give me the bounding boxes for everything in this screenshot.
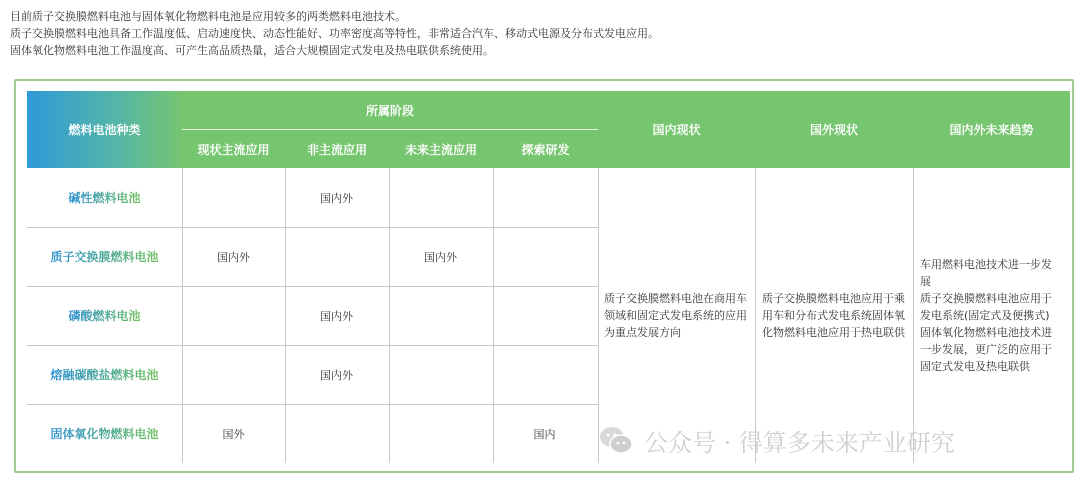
watermark	[598, 422, 955, 458]
header-domestic	[598, 91, 755, 168]
table-cell	[389, 345, 492, 404]
row-name-alkaline	[27, 168, 182, 227]
table-cell	[493, 168, 596, 227]
table-cell	[389, 404, 492, 463]
domestic-status-cell	[604, 168, 749, 463]
header-foreign-label: 国外现状	[809, 123, 858, 137]
intro-line-3: 固体氧化物燃料电池工作温度高、可产生高品质热量，适合大规模固定式发电及热电联供系统使用。	[10, 44, 494, 57]
header-stage-3-label: 未来主流应用	[404, 142, 477, 157]
header-stage-4	[493, 130, 598, 168]
grid-vline	[913, 168, 914, 463]
table-cell: 国内外	[320, 368, 353, 382]
header-stage-group	[182, 91, 598, 129]
table-cell: 国外	[222, 427, 245, 441]
foreign-status-cell	[762, 168, 908, 463]
row-name-label: 磷酸燃料电池	[68, 309, 141, 323]
intro-line-2: 质子交换膜燃料电池具备工作温度低、启动速度快、动态性能好、功率密度高等特性，非常适合汽车、移动式电源及分布式发电应用。	[10, 27, 659, 40]
row-name-pem	[27, 227, 182, 286]
intro-line-1: 目前质子交换膜燃料电池与固体氧化物燃料电池是应用较多的两类燃料电池技术。	[10, 10, 406, 23]
table-cell	[389, 168, 492, 227]
row-name-label: 固体氧化物燃料电池	[50, 427, 159, 441]
table-cell: 国内外	[320, 309, 353, 323]
header-stage-2	[285, 130, 389, 168]
header-type-cell	[27, 91, 182, 168]
wechat-icon	[598, 425, 634, 455]
table-cell	[493, 345, 596, 404]
domestic-status-text: 质子交换膜燃料电池在商用车领域和固定式发电系统的应用为重点发展方向	[604, 292, 747, 339]
intro-text	[10, 8, 659, 59]
header-stage-1-label: 现状主流应用	[197, 142, 270, 157]
grid-vline	[598, 168, 599, 463]
table-cell	[493, 286, 596, 345]
table-cell: 国内外	[217, 250, 250, 264]
header-stage-2-label: 非主流应用	[306, 142, 367, 157]
header-stage-group-label: 所属阶段	[365, 103, 414, 118]
table-cell: 国内	[533, 427, 556, 441]
table-cell	[285, 404, 388, 463]
future-trend-text: 车用燃料电池技术进一步发展 质子交换膜燃料电池应用于发电系统(固定式及便携式) 固体氧化物燃料电池技术进一步发展，更广泛的应用于固定式发电及热电联供	[920, 258, 1052, 373]
row-name-phosphoric	[27, 286, 182, 345]
header-trend-label: 国内外未来趋势	[949, 123, 1034, 137]
header-domestic-label: 国内现状	[652, 123, 701, 137]
watermark-text: 公众号 · 得算多未来产业研究	[644, 428, 955, 457]
header-trend	[913, 91, 1070, 168]
header-stage-4-label: 探索研发	[521, 142, 570, 157]
header-foreign	[755, 91, 913, 168]
header-stage-3	[389, 130, 493, 168]
table-cell: 国内外	[424, 250, 457, 264]
row-name-label: 熔融碳酸盐燃料电池	[50, 368, 159, 382]
row-name-molten-carbonate	[27, 345, 182, 404]
row-name-solid-oxide	[27, 404, 182, 463]
row-name-label: 质子交换膜燃料电池	[50, 250, 159, 264]
table-cell	[182, 345, 285, 404]
future-trend-cell	[920, 168, 1060, 463]
table-cell	[389, 286, 492, 345]
header-right-block	[182, 91, 1070, 168]
row-name-label: 碱性燃料电池	[68, 191, 141, 205]
foreign-status-text: 质子交换膜燃料电池应用于乘用车和分布式发电系统固体氧化物燃料电池应用于热电联供	[762, 292, 905, 339]
table-cell	[182, 168, 285, 227]
header-stage-1	[182, 130, 285, 168]
table-cell: 国内外	[320, 191, 353, 205]
header-type-label: 燃料电池种类	[68, 123, 141, 137]
grid-vline	[755, 168, 756, 463]
table-cell	[285, 227, 388, 286]
table-cell	[182, 286, 285, 345]
table-cell	[493, 227, 596, 286]
